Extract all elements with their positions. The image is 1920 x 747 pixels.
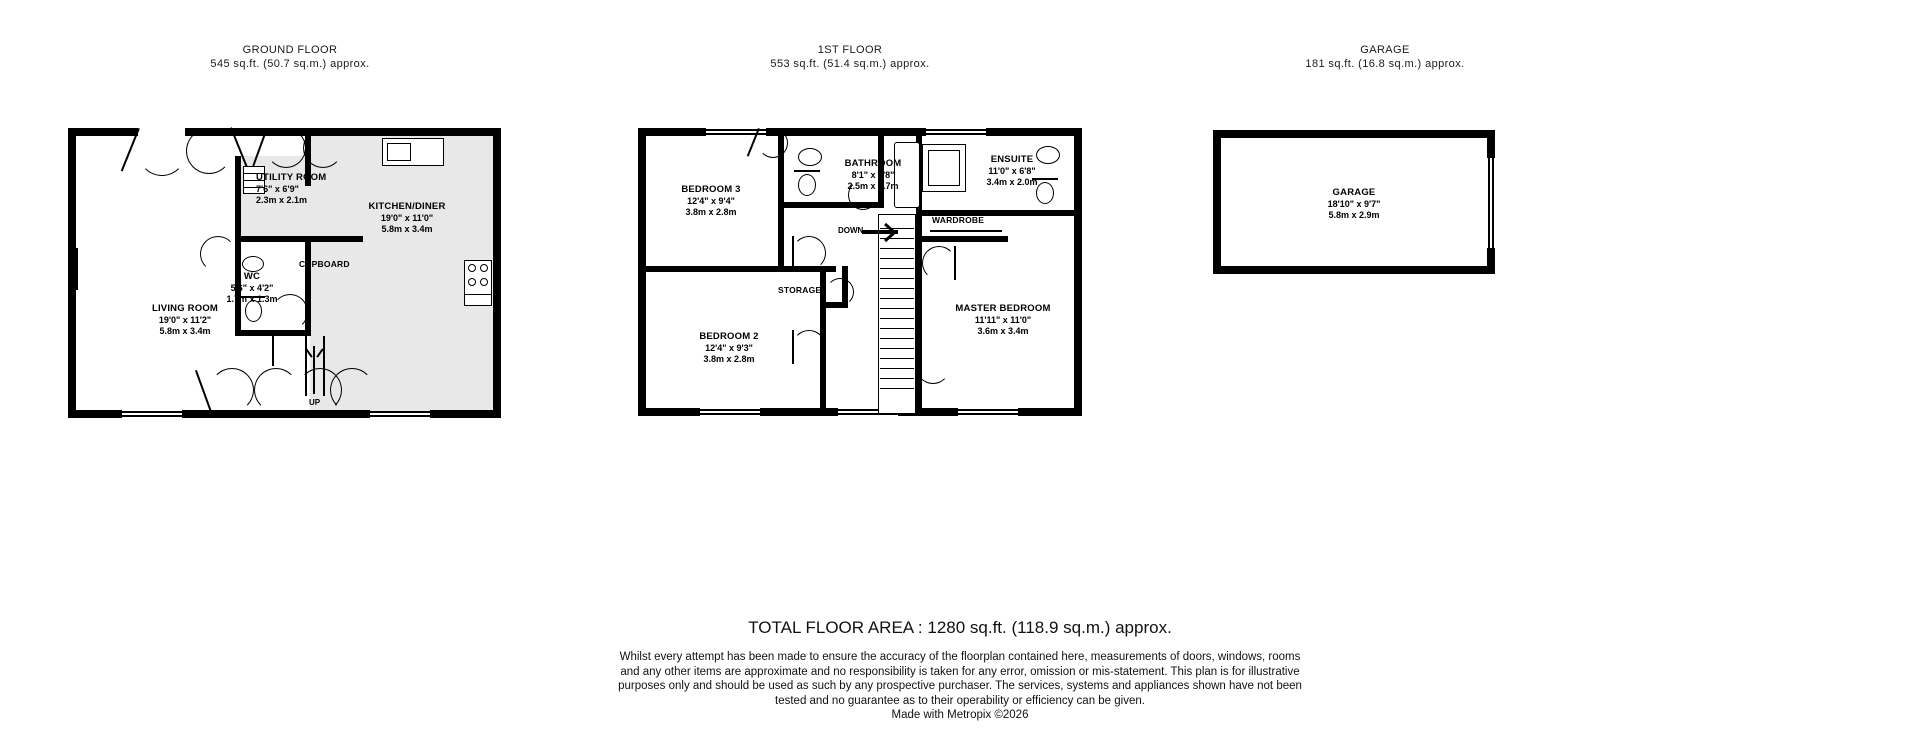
stair-step — [880, 338, 914, 339]
ground-floor-title: GROUND FLOOR — [242, 44, 338, 56]
utility-room-dim-m: 2.3m x 2.1m — [256, 195, 308, 205]
door-arc-living — [200, 236, 236, 272]
hob-ring-4 — [480, 278, 488, 286]
stair-step — [880, 308, 914, 309]
interior-wall-living-hall — [235, 236, 311, 242]
wc-basin-icon — [242, 256, 264, 272]
door-arc-rear-1 — [210, 368, 254, 412]
door-arc-rear-2 — [254, 368, 298, 412]
ff-door-leaf-bed3 — [792, 236, 794, 270]
master-bedroom-label — [930, 303, 1076, 338]
door-arc-rear-4 — [330, 368, 374, 412]
ensuite-dim-m: 3.4m x 2.0m — [986, 177, 1038, 187]
ff-exterior-wall-bottom-1 — [638, 408, 700, 416]
wc-dim-m: 1.7m x 1.3m — [226, 294, 278, 304]
ff-exterior-wall-top-right — [986, 128, 1082, 136]
stair-step — [880, 298, 914, 299]
utility-room-dim-ft: 7'6" x 6'9" — [256, 183, 299, 194]
stair-step — [880, 268, 914, 269]
garage-name: GARAGE — [1332, 187, 1376, 198]
garage-heading — [1240, 43, 1530, 71]
ff-window-bottom-3 — [958, 409, 1018, 415]
ff-exterior-wall-top-left — [638, 128, 706, 136]
stair-step — [880, 348, 914, 349]
kitchen-sink-bowl — [387, 143, 411, 161]
master-bedroom-dim-m: 3.6m x 3.4m — [977, 326, 1029, 336]
bedroom3-dim-ft: 12'4" x 9'4" — [687, 195, 735, 206]
ff-wall-bed2-top — [638, 266, 780, 272]
ff-door-arc-bed2 — [792, 330, 826, 364]
bathroom-dim-m: 2.5m x 1.7m — [847, 181, 899, 191]
disclaimer-text: Whilst every attempt has been made to ensure the accuracy of the floorplan contained here, measurements of doors, windows, rooms and any other items are approximate and no responsibility is taken for any error, omission or mis-statement. This plan is for illustrative purposes only and should be used as such by any prospective purchaser. The services, systems and appliances shown have not been tested and no guarantee as to their operability or efficiency can be given. — [618, 651, 1302, 707]
garage-wall-left — [1213, 130, 1221, 274]
garage-wall-right-upper — [1487, 130, 1495, 158]
window-bottom-kitchen — [370, 411, 430, 417]
ff-exterior-wall-bottom-2 — [760, 408, 838, 416]
bedroom3-name: BEDROOM 3 — [681, 184, 741, 195]
ensuite-name: ENSUITE — [990, 154, 1034, 165]
ff-window-bottom-1 — [700, 409, 760, 415]
utility-room-name: UTILITY ROOM — [256, 172, 327, 183]
ensuite-label — [960, 154, 1064, 189]
stair-step — [880, 248, 914, 249]
wc-dim-ft: 5'6" x 4'2" — [230, 282, 274, 293]
ff-door-leaf-master — [954, 246, 956, 280]
utility-room-label — [256, 172, 356, 207]
window-left-living — [69, 248, 75, 290]
kitchen-diner-label — [342, 201, 472, 236]
shower-inner-icon — [928, 150, 960, 186]
cupboard-label: CUPBOARD — [299, 259, 350, 269]
living-room-label — [120, 303, 250, 338]
master-bedroom-name: MASTER BEDROOM — [955, 303, 1051, 314]
garage-wall-top — [1213, 130, 1495, 138]
stairs-down-label: DOWN — [838, 226, 864, 235]
living-room-dim-m: 5.8m x 3.4m — [159, 326, 211, 336]
stair-step — [880, 328, 914, 329]
exterior-wall-bottom-1 — [68, 410, 122, 418]
bathroom-dim-ft: 8'1" x 5'8" — [851, 169, 895, 180]
ground-floor-heading — [145, 43, 435, 71]
ff-exterior-wall-right — [1074, 128, 1082, 416]
first-floor-area: 553 sq.ft. (51.4 sq.m.) approx. — [770, 58, 930, 70]
stair-step — [880, 288, 914, 289]
exterior-wall-right — [493, 128, 501, 418]
exterior-wall-bottom-4 — [430, 410, 501, 418]
ff-exterior-wall-top-mid — [766, 128, 926, 136]
first-floor-title: 1ST FLOOR — [817, 44, 883, 56]
stair-step — [880, 318, 914, 319]
ff-door-arc-master — [922, 246, 956, 280]
interior-wall-utility-left — [235, 156, 241, 242]
garage-dim-ft: 18'10" x 9'7" — [1327, 198, 1381, 209]
kitchen-diner-dim-m: 5.8m x 3.4m — [381, 224, 433, 234]
wc-name: WC — [243, 271, 261, 282]
interior-wall-cupboard-top — [305, 236, 363, 242]
wardrobe-line — [930, 230, 1002, 232]
master-bedroom-dim-ft: 11'11" x 11'0" — [974, 314, 1032, 325]
wc-label — [215, 271, 289, 306]
stair-step — [880, 368, 914, 369]
stair-step — [880, 358, 914, 359]
bedroom3-dim-m: 3.8m x 2.8m — [685, 207, 737, 217]
bedroom2-label — [670, 331, 788, 366]
ff-door-arc-bathroom — [758, 128, 788, 158]
bathroom-label — [818, 158, 928, 193]
door-arc-front-left2 — [186, 128, 232, 174]
ground-floor-plan — [60, 118, 520, 428]
bedroom2-dim-m: 3.8m x 2.8m — [703, 354, 755, 364]
ff-door-arc-bed3 — [792, 236, 826, 270]
stair-step — [880, 258, 914, 259]
ff-wall-wardrobe-bottom — [916, 236, 1008, 242]
kitchen-diner-dim-ft: 19'0" x 11'0" — [380, 212, 434, 223]
stairs-up-label: UP — [309, 398, 321, 407]
stair-step — [880, 378, 914, 379]
living-room-dim-ft: 19'0" x 11'2" — [158, 314, 212, 325]
bathroom-name: BATHROOM — [844, 158, 902, 169]
bathroom-toilet-icon — [798, 174, 816, 196]
first-floor-plan — [630, 118, 1100, 428]
garage-wall-bottom — [1213, 266, 1495, 274]
stair-step — [880, 388, 914, 389]
stairwell — [878, 214, 916, 414]
garage-wall-right-lower — [1487, 248, 1495, 274]
door-arc-front-left — [138, 128, 186, 176]
kitchen-diner-name: KITCHEN/DINER — [368, 201, 446, 212]
bathroom-cistern-line — [794, 170, 820, 172]
first-floor-heading — [705, 43, 995, 71]
hob-ring-1 — [468, 264, 476, 272]
total-floor-area: TOTAL FLOOR AREA : 1280 sq.ft. (118.9 sq.m.) approx. — [748, 618, 1172, 637]
made-with-text: Made with Metropix ©2026 — [891, 709, 1029, 721]
door-leaf-wc — [272, 330, 274, 366]
garage-door-opening — [1488, 158, 1494, 248]
ff-door-arc-master-lower — [916, 350, 950, 384]
door-arc-top-kitchen — [266, 128, 306, 168]
window-bottom-living — [122, 411, 182, 417]
ground-floor-area: 545 sq.ft. (50.7 sq.m.) approx. — [210, 58, 370, 70]
ensuite-dim-ft: 11'0" x 6'8" — [988, 165, 1036, 176]
garage-dim-m: 5.8m x 2.9m — [1328, 210, 1380, 220]
footer — [0, 618, 1920, 723]
ff-exterior-wall-left — [638, 128, 646, 416]
storage-label: STORAGE — [778, 285, 822, 295]
hob-ring-2 — [480, 264, 488, 272]
ff-exterior-wall-bottom-4 — [1018, 408, 1082, 416]
garage-title: GARAGE — [1360, 44, 1410, 56]
garage-plan — [1205, 118, 1505, 288]
hob-ring-3 — [468, 278, 476, 286]
garage-label — [1293, 187, 1415, 222]
stair-step — [880, 278, 914, 279]
ff-door-leaf-bed2 — [792, 330, 794, 364]
cooker-line — [464, 294, 492, 295]
garage-area: 181 sq.ft. (16.8 sq.m.) approx. — [1305, 58, 1465, 70]
bedroom2-name: BEDROOM 2 — [699, 331, 759, 342]
wardrobe-label: WARDROBE — [932, 215, 985, 225]
living-room-name: LIVING ROOM — [151, 303, 219, 314]
bedroom2-dim-ft: 12'4" x 9'3" — [705, 342, 753, 353]
interior-wall-hall-right — [305, 236, 311, 336]
ff-window-top-2 — [926, 129, 986, 135]
exterior-wall-left-lower — [68, 290, 76, 418]
exterior-wall-left-upper — [68, 128, 76, 248]
bedroom3-label — [652, 184, 770, 219]
exterior-wall-top-left — [68, 128, 138, 136]
ff-door-arc-storage — [826, 278, 854, 306]
